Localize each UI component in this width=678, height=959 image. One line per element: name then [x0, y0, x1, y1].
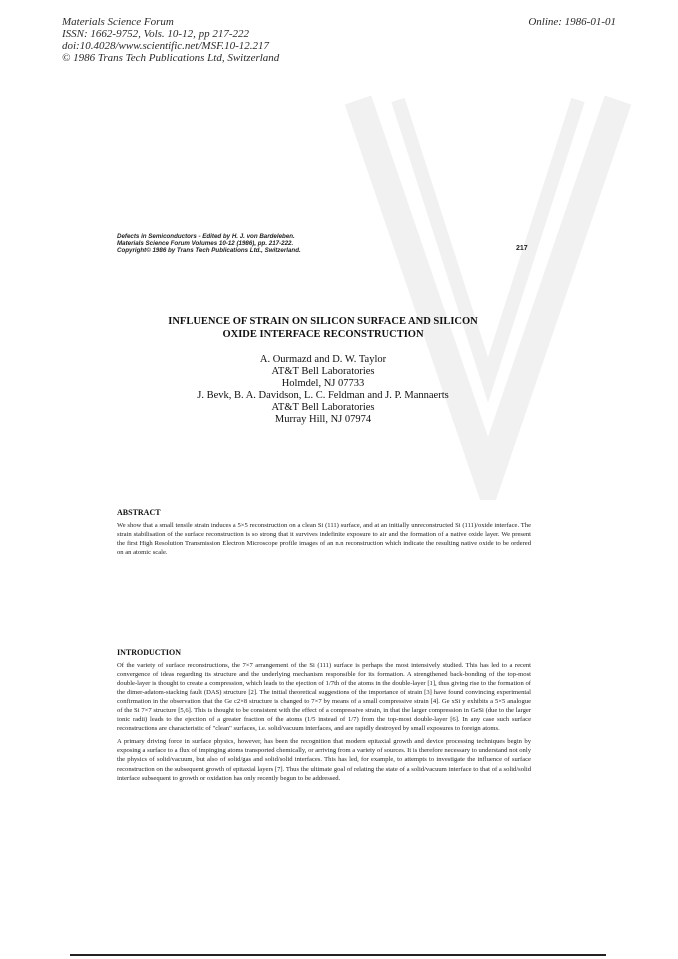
author-names: J. Bevk, B. A. Davidson, L. C. Feldman and J. P. Mannaerts: [197, 390, 449, 401]
publisher-watermark: [338, 80, 638, 500]
author-block: [117, 354, 529, 426]
introduction-paragraph: Of the variety of surface reconstructions, the 7×7 arrangement of the Si (111) surface is perhaps the most intensively studied. This has led to a recent convergence of ideas regarding its structure and the underlying mechanism responsible for its formation. A strengthened back-bonding of the top-most double-layer is thought to create a compression, which leads to the ejection of 1/7th of the atoms in the double-layer [1], thus giving rise to the formation of the dimer-adatom-stacking fault (DAS) structure [2]. The initial theoretical suggestions of the importance of strain [3] have found convincing experimental confirmation in the observation that the Ge c2×8 structure is changed to 7×7 by means of a small compressive strain [4]. Ge xSi y exhibits a 5×5 analogue of the Si 7×7 structure [5,6]. This is thought to be consistent with the effect of a compressive strain, in that the larger compression in GeSi (due to the larger ionic radii) leads to the ejection of a greater fraction of the atoms (1/5 instead of 1/7) from the top-most double-layer [6]. In any case such surface reconstructions are characteristic of "clean" surfaces, i.e. solid/vacuum interfaces, and are rapidly destroyed by small exposures to foreign atoms.: [117, 662, 531, 733]
copyright-line: © 1986 Trans Tech Publications Ltd, Switzerland: [62, 52, 280, 64]
title-line: INFLUENCE OF STRAIN ON SILICON SURFACE AND SILICON: [168, 316, 478, 327]
abstract-text: [117, 521, 531, 561]
author-address: Murray Hill, NJ 07974: [274, 414, 372, 425]
author-affiliation: AT&T Bell Laboratories: [271, 366, 375, 377]
title-line: OXIDE INTERFACE RECONSTRUCTION: [222, 328, 424, 340]
abstract-heading: ABSTRACT: [117, 508, 161, 517]
publication-header: [62, 16, 279, 64]
doi-line[interactable]: doi:10.4028/www.scientific.net/MSF.10-12.217: [62, 40, 270, 52]
abstract-paragraph: We show that a small tensile strain induces a 5×5 reconstruction on a clean Si (111) surface, and at an initially unreconstructed Si (111)/oxide interface. The strain stabilisation of the surface reconstruction is so strong that it survives indefinite exposure to air and the formation of a native oxide layer. We present the first High Resolution Transmission Electron Microscope profile images of an n.n reconstruction which indicate the resulting native oxide to be ordered on an atomic scale.: [117, 522, 531, 557]
online-date: Online: 1986-01-01: [528, 16, 616, 28]
footer-rule: [70, 954, 606, 956]
author-affiliation: AT&T Bell Laboratories: [271, 402, 375, 413]
introduction-heading: INTRODUCTION: [117, 648, 182, 657]
journal-name: Materials Science Forum: [62, 16, 174, 28]
citation-line-copyright: Copyright© 1986 by Trans Tech Publications Ltd., Switzerland.: [117, 247, 301, 255]
page-number: 217: [516, 245, 528, 252]
author-address: Holmdel, NJ 07733: [281, 378, 365, 389]
paper-title: [117, 316, 529, 341]
issn-line: ISSN: 1662-9752, Vols. 10-12, pp 217-222: [62, 28, 249, 40]
citation-line-editor: Defects in Semiconductors - Edited by H. J. von Bardeleben.: [117, 233, 295, 240]
author-names: A. Ourmazd and D. W. Taylor: [259, 354, 387, 365]
introduction-paragraph: A primary driving force in surface physics, however, has been the recognition that modern epitaxial growth and device processing techniques begin by exposing a surface to a flux of impinging atoms transported chemically, or arriving from a variety of sources. It is therefore necessary to understand not only the physics of solid/vacuum, but also of solid/gas and solid/solid interfaces. This has led, for example, to attempts to investigate the influence of surface reconstruction on the subsequent growth of epitaxial layers [7]. Thus the ultimate goal of relating the state of a solid/vacuum interface to that of a solid/solid interface subsequent to growth or oxidation has only recently begun to be addressed.: [117, 738, 531, 782]
introduction-text: [117, 661, 531, 787]
citation-block: [117, 233, 301, 255]
citation-line-volume: Materials Science Forum Volumes 10-12 (1986), pp. 217-222.: [117, 240, 294, 248]
